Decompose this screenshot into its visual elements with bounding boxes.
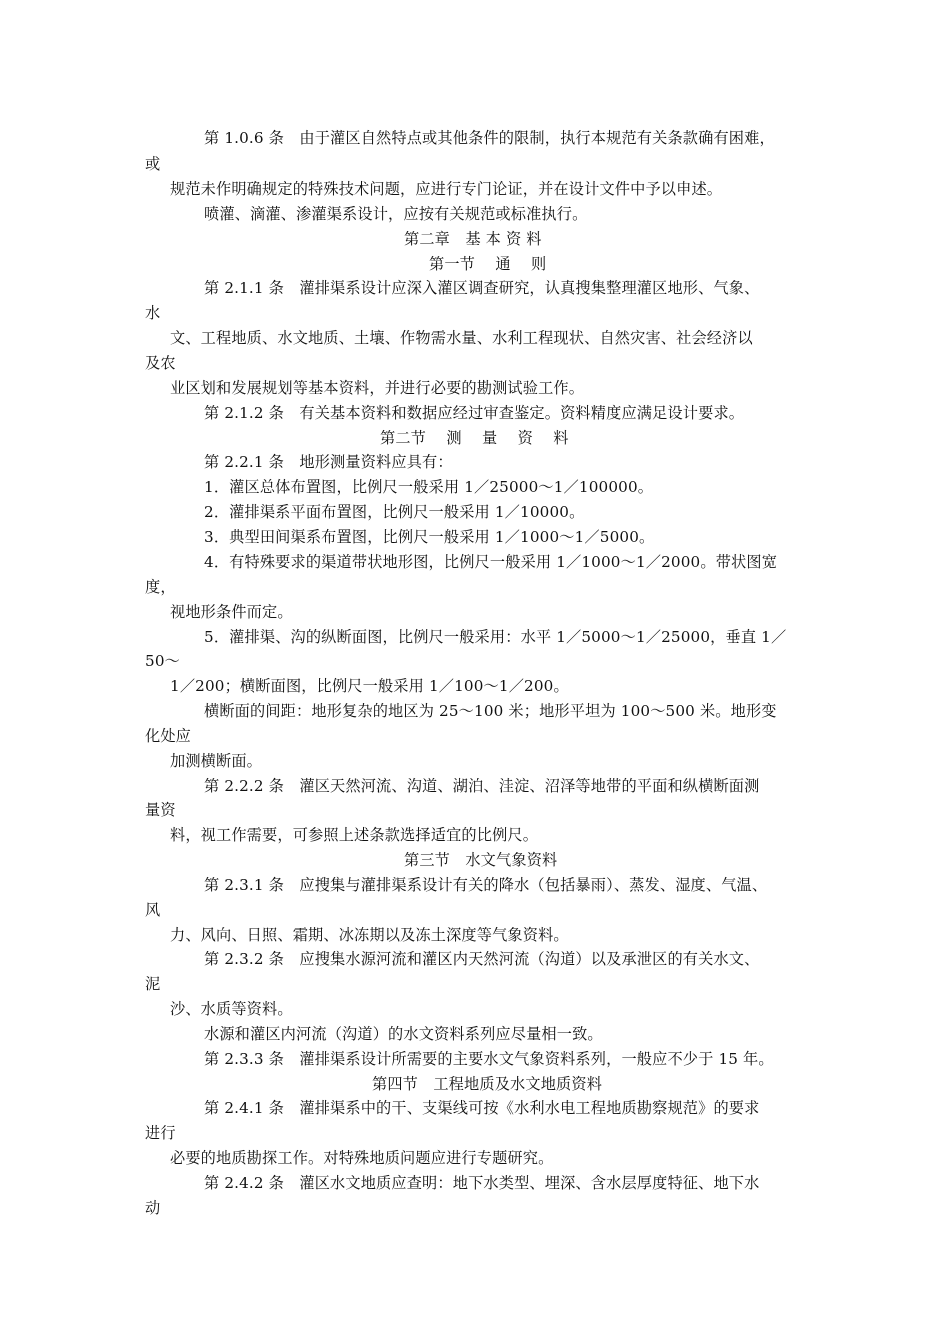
article-2-4-1-line-3: 必要的地质勘探工作。对特殊地质问题应进行专题研究。 <box>170 1149 554 1167</box>
article-1-0-6-line-3: 规范未作明确规定的特殊技术问题，应进行专门论证，并在设计文件中予以申述。 <box>170 180 723 198</box>
article-2-1-2: 第 2.1.2 条 有关基本资料和数据应经过审查鉴定。资料精度应满足设计要求。 <box>204 404 745 422</box>
cross-section-spacing-line-1: 横断面的间距：地形复杂的地区为 25～100 米；地形平坦为 100～500 米。地形变 <box>204 702 777 720</box>
section-4-heading: 第四节 工程地质及水文地质资料 <box>372 1075 603 1093</box>
article-2-2-2-line-2: 量资 <box>145 801 176 819</box>
article-2-3-1-line-3: 力、风向、日照、霜期、冰冻期以及冻土深度等气象资料。 <box>170 926 569 944</box>
article-2-4-2-line-1: 第 2.4.2 条 灌区水文地质应查明：地下水类型、埋深、含水层厚度特征、地下水 <box>204 1174 760 1192</box>
list-item-2: 2．灌排渠系平面布置图，比例尺一般采用 1／10000。 <box>204 503 585 521</box>
cross-section-spacing-line-2: 化处应 <box>145 727 192 745</box>
article-2-1-1-line-4: 及农 <box>145 354 176 372</box>
article-2-3-3: 第 2.3.3 条 灌排渠系设计所需要的主要水文气象资料系列，一般应不少于 15 年。 <box>204 1050 774 1068</box>
cross-section-spacing-line-3: 加测横断面。 <box>170 752 263 770</box>
article-2-4-1-line-2: 进行 <box>145 1124 176 1142</box>
section-1-heading: 第一节 通 则 <box>429 255 547 273</box>
article-2-1-1-line-2: 水 <box>145 304 161 322</box>
article-2-3-1-line-1: 第 2.3.1 条 应搜集与灌排渠系设计有关的降水（包括暴雨）、蒸发、湿度、气温、 <box>204 876 768 894</box>
list-item-4-line-1: 4．有特殊要求的渠道带状地形图，比例尺一般采用 1／1000～1／2000。带状图宽 <box>204 553 778 571</box>
article-1-0-6-line-2: 或 <box>145 155 161 173</box>
article-2-1-1-line-3: 文、工程地质、水文地质、土壤、作物需水量、水利工程现状、自然灾害、社会经济以 <box>170 329 753 347</box>
list-item-4-line-2: 度， <box>145 578 176 596</box>
section-3-heading: 第三节 水文气象资料 <box>404 851 558 869</box>
article-2-3-2-line-2: 泥 <box>145 975 161 993</box>
list-item-5-line-3: 1／200；横断面图，比例尺一般采用 1／100～1／200。 <box>170 677 569 695</box>
article-2-1-1-line-1: 第 2.1.1 条 灌排渠系设计应深入灌区调查研究，认真搜集整理灌区地形、气象、 <box>204 279 760 297</box>
chapter-2-heading: 第二章 基 本 资 料 <box>404 230 542 248</box>
list-item-5-line-1: 5．灌排渠、沟的纵断面图，比例尺一般采用：水平 1／5000～1／25000，垂直 1／ <box>204 628 787 646</box>
article-2-4-1-line-1: 第 2.4.1 条 灌排渠系中的干、支渠线可按《水利水电工程地质勘察规范》的要求 <box>204 1099 760 1117</box>
article-2-3-1-line-2: 风 <box>145 901 161 919</box>
article-2-3-2-line-3: 沙、水质等资料。 <box>170 1000 293 1018</box>
article-2-4-2-line-2: 动 <box>145 1199 161 1217</box>
article-1-0-6-line-1: 第 1.0.6 条 由于灌区自然特点或其他条件的限制，执行本规范有关条款确有困难， <box>204 129 775 147</box>
list-item-4-line-3: 视地形条件而定。 <box>170 603 293 621</box>
article-2-2-2-line-1: 第 2.2.2 条 灌区天然河流、沟道、湖泊、洼淀、沼泽等地带的平面和纵横断面测 <box>204 777 760 795</box>
list-item-3: 3．典型田间渠系布置图，比例尺一般采用 1／1000～1／5000。 <box>204 528 655 546</box>
section-2-heading: 第二节 测 量 资 料 <box>380 429 569 447</box>
article-2-3-2-line-4: 水源和灌区内河流（沟道）的水文资料系列应尽量相一致。 <box>204 1025 603 1043</box>
list-item-1: 1．灌区总体布置图，比例尺一般采用 1／25000～1／100000。 <box>204 478 654 496</box>
article-2-3-2-line-1: 第 2.3.2 条 应搜集水源河流和灌区内天然河流（沟道）以及承泄区的有关水文、 <box>204 950 760 968</box>
list-item-5-line-2: 50～ <box>145 652 180 670</box>
article-2-1-1-line-5: 业区划和发展规划等基本资料，并进行必要的勘测试验工作。 <box>170 379 585 397</box>
article-2-2-2-line-3: 料，视工作需要，可参照上述条款选择适宜的比例尺。 <box>170 826 539 844</box>
paragraph-sprinkler: 喷灌、滴灌、渗灌渠系设计，应按有关规范或标准执行。 <box>204 205 588 223</box>
article-2-2-1: 第 2.2.1 条 地形测量资料应具有： <box>204 453 453 471</box>
